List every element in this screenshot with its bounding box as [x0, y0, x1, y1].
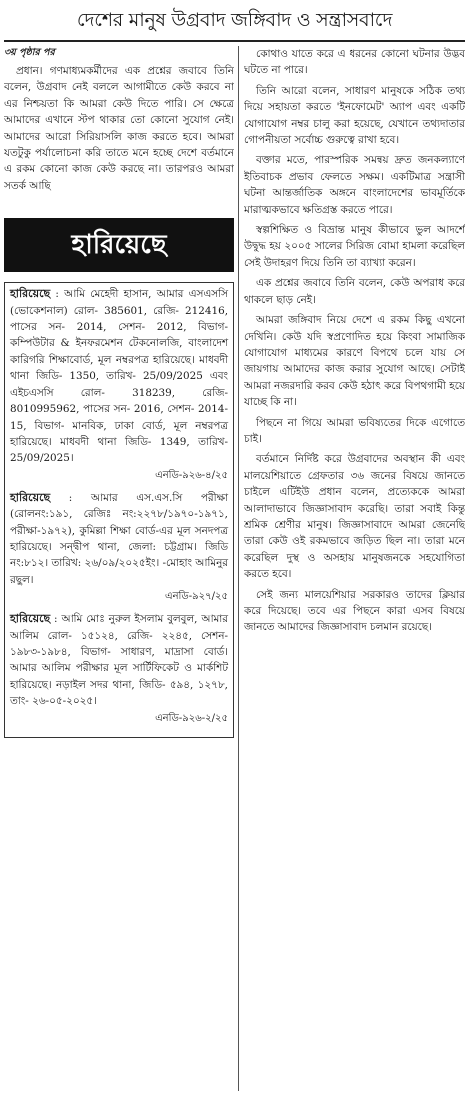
headline-rule: [4, 40, 465, 42]
article-paragraph: সেই জন্য মালয়েশিয়ার সরকারও তাদের ক্লিয়ার করে দিয়েছে। তবে এর পিছনে কারা এসব বিষয়ে জানতে আমাদের জিজ্ঞাসাবাদ চলমান রয়েছে।: [244, 588, 465, 634]
lost-notices-box: [4, 282, 234, 737]
lost-notice: [10, 611, 228, 725]
article-left-body: [4, 63, 234, 194]
article-paragraph: প্রধান। গণমাধ্যমকর্মীদের এক প্রশ্নের জবাবে তিনি বলেন, উগ্রবাদ নেই বললে আগামীতে কেউ করবে না এর নিশ্চয়তা কি আমরা কেউ দিতে পারি। সে ক্ষেত্রে আমাদের এখানে স্টপ থাকার তো কোনো সুযোগ নেই। আমাদের আরো সিরিয়াসলি কাজ করতে হবে। আমরা যতটুকু পর্যালোচনা করি তাতে মনে হচ্ছে দেশে বর্তমানে এ রকম কোনো কাজ কেউ করছে না। তারপরও আমরা সতর্ক আছি: [4, 65, 234, 192]
lost-notice-text: [10, 611, 228, 709]
lost-notice-tag: হারিয়েছে: [10, 612, 51, 626]
left-column: [4, 46, 234, 1091]
continued-label: ৩য় পৃষ্ঠার পর: [4, 47, 55, 58]
lost-notice-body: : আমার এস.এস.সি পরীক্ষা (রোলনং:১৯১, রেজিঃ নং:২২৭৮/১৯৭০-১৯৭১, পরীক্ষা-১৯৭২), কুমিল্লা শিক্ষা বোর্ড-এর মূল সনদপত্র হারিয়েছে। সন্দ্বীপ থানা, জেলা: চট্টগ্রাম। জিডি নং:৮১২। তারিখ: ২৬/০৯/২০২৫ইং। -মোহাং আমিনুর রছুল।: [10, 491, 229, 586]
lost-notice-tag: হারিয়েছে: [10, 287, 51, 301]
lost-notice-text: [10, 286, 228, 466]
article-paragraph: পিছনে না গিয়ে আমরা ভবিষ্যতের দিকে এগোতে চাই।: [244, 416, 465, 445]
lost-notice-code: এনডি-৯২৬-৪/২৫: [155, 469, 228, 481]
article-paragraph: আমরা জঙ্গিবাদ নিয়ে দেশে এ রকম কিছু এখনো দেখিনি। কেউ যদি স্বপ্রণোদিত হয়ে কিংবা সামাজিক যোগাযোগ মাধ্যমের কারণে বিপথে চলে যায় সে জায়গায় আমাদের কাজ করার সুযোগ আছে। সেটাই আমরা নজরদারি করব কেউ হঠাৎ করে বিপথগামী হয়ে যাচ্ছে কি না।: [244, 314, 465, 409]
lost-notice-body: : আমি মেহেদী হাসান, আমার এসএসসি (ভোকেশনাল) রোল- 385601, রেজি- 212416, পাসের সন- 2014, সেশন- 2012, বিভাগ- কম্পিউটার & ইনফরমেশন টেকনোলজি, বাংলাদেশ কারিগরি শিক্ষাবোর্ড, মূল নম্বরপত্র হারিয়েছে। মাধবদী থানা জিডি- 1350, তারিখ- 25/09/2025 এবং এইচএসসি রোল- 318239, রেজি- 8010995962, পাসের সন- 2016, সেশন- 2014-15, বিভাগ- মানবিক, ঢাকা বোর্ড, মূল নম্বরপত্র হারিয়েছে। মাধবদী থানা জিডি- 1349, তারিখ- 25/09/2025।: [10, 288, 228, 465]
lost-section-banner: হারিয়েছে: [4, 218, 234, 272]
lost-notice-code: এনডি-৯২৬-২/২৫: [155, 712, 228, 724]
lost-notice-code: এনডি-৯২৭/২৫: [164, 591, 228, 603]
lost-notice-text: [10, 490, 228, 588]
article-paragraph: তিনি আরো বলেন, সাধারণ মানুষকে সঠিক তথ্য দিয়ে সহায়তা করতে 'ইনফোমেট' অ্যাপ এবং একটি যোগাযোগ নম্বর চালু করা হয়েছে, যেখানে তথ্যদাতার গোপনীয়তা সর্বোচ্চ গুরুত্বে রাখা হবে।: [244, 84, 465, 147]
article-paragraph: কোথাও যাতে করে এ ধরনের কোনো ঘটনার উদ্ভব ঘটতে না পারে।: [244, 48, 465, 77]
lost-notice: [10, 490, 228, 604]
article-paragraph: এক প্রশ্নের জবাবে তিনি বলেন, কেউ অপরাধ করে থাকলে ছাড় নেই।: [244, 277, 465, 306]
lost-notice-tag: হারিয়েছে: [10, 490, 51, 504]
article-paragraph: স্বল্পশিক্ষিত ও বিভ্রান্ত মানুষ কীভাবে ভুল আদর্শে উদ্বুদ্ধ হয় ২০০৫ সালের সিরিজ বোমা হামলা করেছিল সেই উদাহরণ দিয়ে তিনি তা ব্যাখ্যা করেন।: [244, 224, 465, 269]
lost-notice-body: : আমি মোঃ নুরুল ইসলাম বুলবুল, আমার আলিম রোল- ১৫১২৪, রেজি- ২২৪৫, সেশন- ১৯৮৩-১৯৮৪, বিভাগ- সাধারণ, মাদ্রাসা বোর্ড। আমার আলিম পরীক্ষার মূল সার্টিফিকেট ও মার্কশিট হারিয়েছে। নড়াইল সদর থানা, জিডি- ৫৯৪, ১২৭৮, তাং- ২৬-০৫-২০২৫।: [10, 613, 228, 708]
article-paragraph: বর্তমানে নির্দিষ্ট করে উগ্রবাদের অবস্থান কী এবং মালয়েশিয়াতে গ্রেফতার ৩৬ জনের বিষয়ে জানতে চাইলে এটিইউ প্রধান বলেন, প্রত্যেককে আমরা আলাদাভাবে জিজ্ঞাসাবাদ করেছি। তারা সবাই কিন্তু শ্রমিক শ্রেণীর মানুষ। জিজ্ঞাসাবাদে আমরা জেনেছি তারা কেউ ওই রকমভাবে জড়িত ছিল না। তারা মনে করেছিল দুস্থ ও অসহায় মানুষজনকে সহযোগিতা করতে হবে।: [244, 453, 465, 581]
article-right-body: [244, 46, 465, 1091]
lost-notice: [10, 286, 228, 482]
column-divider: [238, 46, 239, 1091]
headline: দেশের মানুষ উগ্রবাদ জঙ্গিবাদ ও সন্ত্রাসবাদে: [76, 9, 393, 31]
article-paragraph: বক্তার মতে, পারস্পরিক সমন্বয় দ্রুত জনকল্যাণে ইতিবাচক প্রভাব ফেলতে সক্ষম। একটিমাত্র সন্ত্রাসী ঘটনা আন্তর্জাতিক অঙ্গনে বাংলাদেশের ভাবমূর্তিকে মারাত্মকভাবে ক্ষতিগ্রস্ত করতে পারে।: [244, 154, 465, 216]
